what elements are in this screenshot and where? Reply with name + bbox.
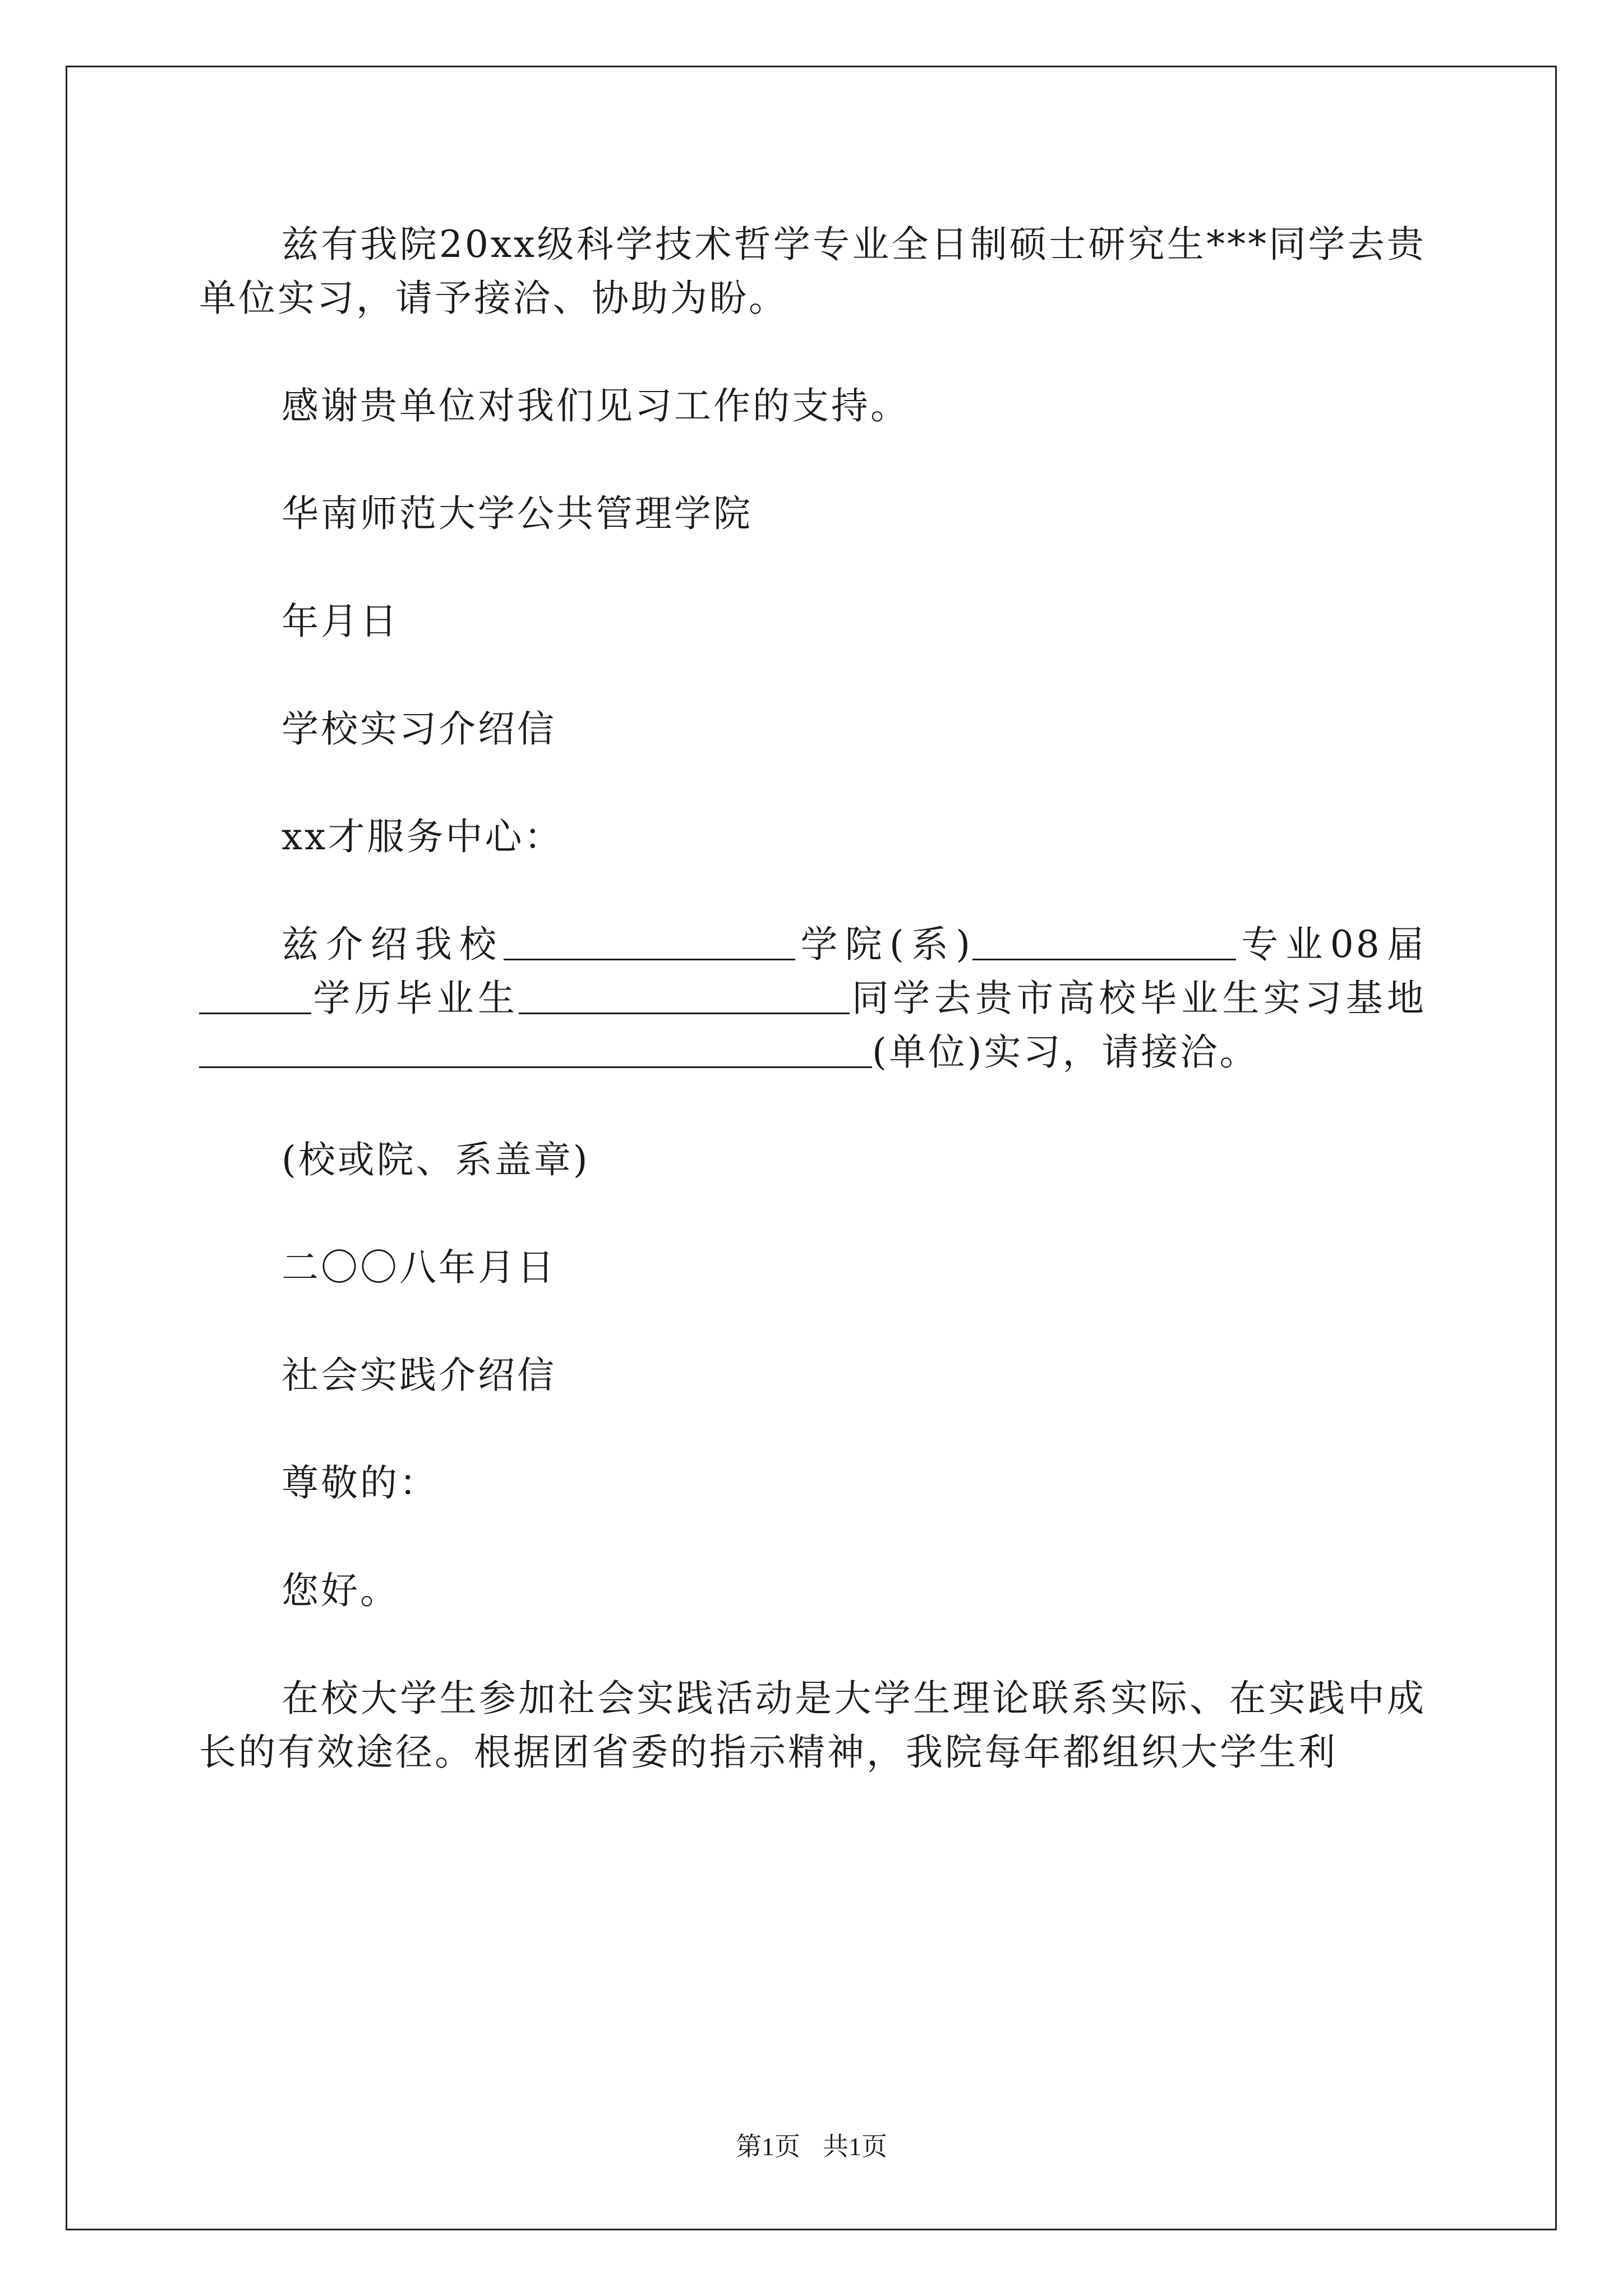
paragraph-stamp-note: (校或院、系盖章) [282,1138,590,1181]
form-text: 学院(系) [795,923,973,966]
page-total: 共1页 [823,2132,887,2161]
paragraph-date-2008: 二〇〇八年月日 [282,1246,556,1289]
paragraph-salutation-center: xx才服务中心： [282,815,564,858]
form-text: 学历毕业生 [311,977,519,1020]
page-number: 第1页 [736,2132,800,2161]
blank-college [504,922,795,960]
paragraph-thanks: 感谢贵单位对我们见习工作的支持。 [282,384,910,427]
paragraph-greeting: 您好。 [282,1569,399,1612]
paragraph-signature: 华南师范大学公共管理学院 [282,492,753,535]
blank-major [972,922,1236,960]
blank-student-name [519,976,850,1014]
blank-degree [199,976,311,1014]
blank-unit [199,1029,872,1068]
paragraph-heading-internship: 学校实习介绍信 [282,707,556,751]
form-text: 专业08届 [1236,923,1427,966]
paragraph-intro: 兹有我院20xx级科学技术哲学专业全日制硕士研究生***同学去贵单位实习，请予接洽、协助为盼。 [199,223,1426,320]
page-footer [0,2130,1623,2164]
paragraph-salutation: 尊敬的： [282,1461,439,1504]
form-text: 兹介绍我校 [282,923,504,966]
paragraph-form-letter [199,918,1426,1079]
paragraph-body-practice: 在校大学生参加社会实践活动是大学生理论联系实际、在实践中成长的有效途径。根据团省委的指示精神，我院每年都组织大学生利 [199,1677,1426,1774]
form-text: (单位)实习，请接洽。 [872,1030,1259,1074]
document-body [199,218,1426,1833]
paragraph-date: 年月日 [282,600,399,643]
form-text: 同学去贵市高校毕业生实习基地 [850,977,1427,1020]
paragraph-heading-practice: 社会实践介绍信 [282,1354,556,1397]
